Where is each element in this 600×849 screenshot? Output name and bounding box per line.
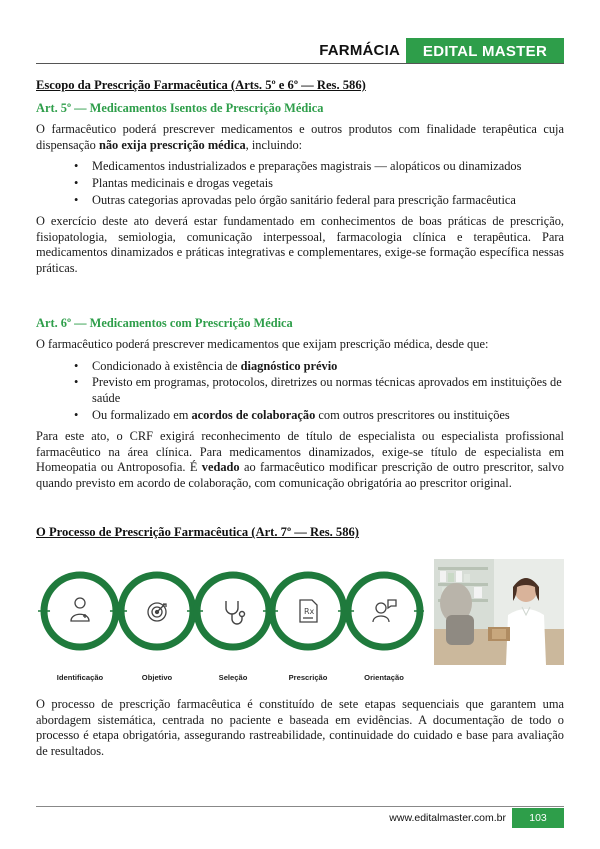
process-diagram <box>36 559 564 697</box>
list-item <box>92 359 564 375</box>
header-brand: EDITAL MASTER <box>406 38 564 64</box>
step-identificacao <box>44 575 116 682</box>
art6-title: Art. 6º — Medicamentos com Prescrição Médica <box>36 315 293 330</box>
step-objetivo <box>121 575 193 682</box>
art6-closing <box>36 429 564 491</box>
art6-list <box>36 359 564 423</box>
step-label: Seleção <box>218 673 248 683</box>
section-title-process: O Processo de Prescrição Farmacêutica (Art. 7º — Res. 586) <box>36 525 359 540</box>
step-label: Objetivo <box>141 673 173 683</box>
step-label: Prescrição <box>288 673 328 683</box>
art6-closing-tail: ao farmacêutico modificar prescrição de outro prescritor, salvo quando previsto em acordo de colaboração, com comunicação obrigatória ao prescritor original. <box>36 460 564 490</box>
step-selecao <box>197 575 269 682</box>
step-prescricao <box>272 575 344 682</box>
art5-intro-bold: não exija prescrição médica <box>98 137 246 152</box>
item-bold: diagnóstico prévio <box>240 358 338 373</box>
art5-title: Art. 5º — Medicamentos Isentos de Prescrição Médica <box>36 100 324 115</box>
item-bold: acordos de colaboração <box>191 407 316 422</box>
step-label: Identificação <box>56 673 104 683</box>
list-item: • Plantas medicinais e drogas vegetais <box>92 176 564 192</box>
svg-text:Rx: Rx <box>304 607 315 617</box>
item-text: Ou formalizado em <box>92 407 192 422</box>
page-footer <box>36 806 564 828</box>
art6-intro: O farmacêutico poderá prescrever medicamentos que exijam prescrição médica, desde que: <box>36 337 489 352</box>
item-tail: com outros prescritores ou instituições <box>315 407 510 422</box>
art6-closing-text: Para este ato, o CRF exigirá reconhecimento de título de especialista ou especialista profissional farmacêutico na área clínica. Para medicamentos dinamizados, exige-se título de especialista em Homeopatia ou Antroposofia. É <box>36 429 564 475</box>
art5-intro <box>36 122 564 153</box>
art6-closing-bold: vedado <box>201 460 240 475</box>
art5-closing: O exercício deste ato deverá estar fundamentado em conhecimentos de boas práticas de prescrição, fisiopatologia, semiologia, comunicação interpessoal, farmacologia clínica e terapêutica. Para medicamentos dinamizados e práticas integrativas e complementares, exige-se formação específica nessas práticas. <box>36 214 564 275</box>
art5-intro-tail: , incluindo: <box>245 137 303 152</box>
art5-list <box>36 159 564 208</box>
footer-divider <box>36 806 564 807</box>
footer-url[interactable]: www.editalmaster.com.br <box>389 812 506 824</box>
page-header <box>36 38 564 64</box>
process-closing: O processo de prescrição farmacêutica é constituído de sete etapas sequenciais que garantem uma abordagem sistemática, centrada no paciente e baseada em evidências. A documentação de todo o processo é etapa obrigatória, assegurando rastreabilidade, continuidade do cuidado e base para avaliação de resultados. <box>36 697 564 758</box>
step-orientacao <box>348 575 420 682</box>
page-number: 103 <box>512 808 564 828</box>
header-divider <box>36 63 564 64</box>
list-item: • Previsto em programas, protocolos, diretrizes ou normas técnicas aprovados em instituições de saúde <box>92 375 564 406</box>
list-item <box>92 408 564 424</box>
list-item: • Medicamentos industrializados e preparações magistrais — alopáticos ou dinamizados <box>92 159 564 175</box>
header-subject: FARMÁCIA <box>319 42 400 59</box>
step-label: Orientação <box>364 673 404 683</box>
process-steps-graphic <box>36 559 428 697</box>
pharmacy-photo <box>434 559 564 665</box>
section-title-scope: Escopo da Prescrição Farmacêutica (Arts. 5º e 6º — Res. 586) <box>36 78 366 92</box>
item-text: Condicionado à existência de <box>92 358 241 373</box>
list-item: • Outras categorias aprovadas pelo órgão sanitário federal para prescrição farmacêutica <box>92 193 564 209</box>
page-content <box>36 78 564 765</box>
art5-intro-text: O farmacêutico poderá prescrever medicamentos e outros produtos com finalidade terapêutica cuja dispensação <box>36 122 564 152</box>
